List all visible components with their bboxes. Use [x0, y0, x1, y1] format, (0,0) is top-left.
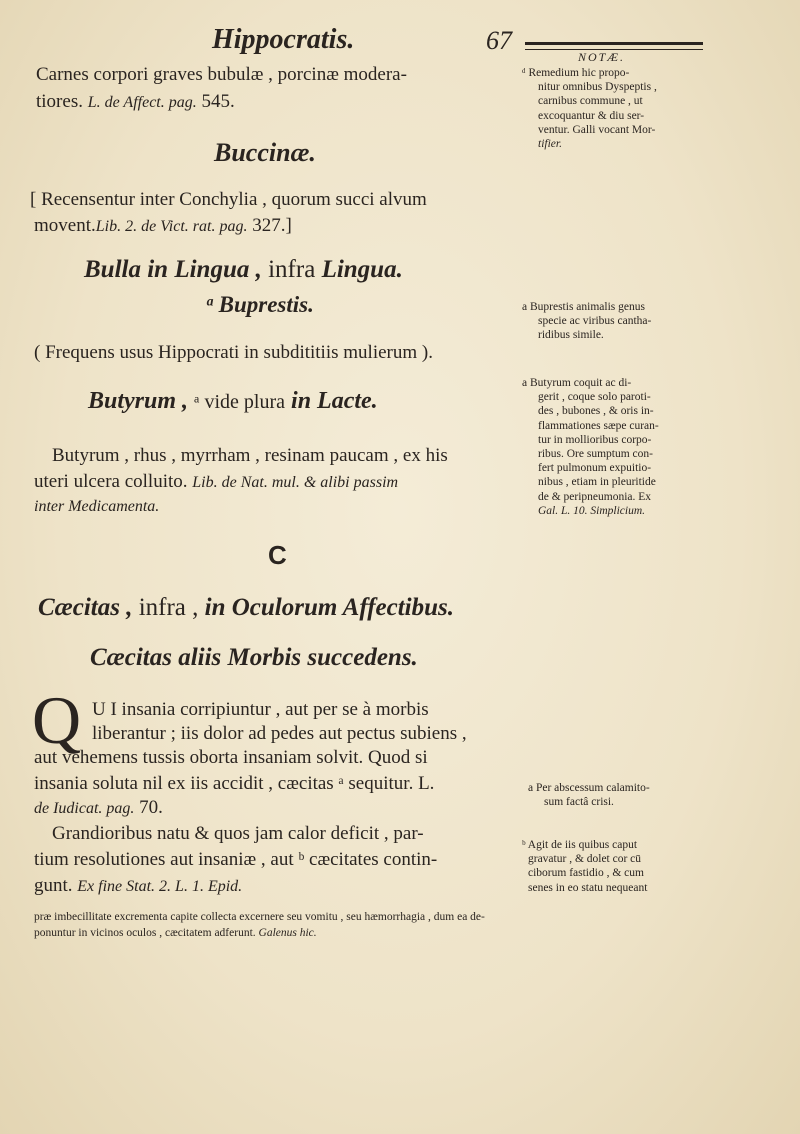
grand-word: gunt.: [34, 875, 73, 896]
note-b: [522, 838, 647, 895]
frequens-line: ( Frequens usus Hippocrati in subdititiis mulierum ).: [34, 342, 433, 363]
heading-buprestis: ᵃ Buprestis.: [206, 292, 314, 317]
note-a-line: des , bubones , & oris in-: [538, 405, 654, 418]
note-b-line: senes in eo statu nequeant: [528, 881, 648, 894]
note-a-line: gerit , coque solo paroti-: [538, 391, 651, 404]
grand-line-1: Grandioribus natu & quos jam calor deficit , par-: [52, 823, 424, 844]
recens-word: movent.: [34, 215, 96, 236]
butyrum-para-2: [34, 470, 398, 495]
note-a-line: fert pulmonum expuitio-: [538, 462, 652, 475]
note-b-line: ciborum fastidio , & cum: [528, 867, 644, 880]
footnote-line-1: præ imbecillitate excrementa capite collecta excernere seu vomitu , seu hæmorrhagia , dum ea de-: [34, 911, 485, 923]
grand-ref: Ex fine Stat. 2. L. 1. Epid.: [77, 878, 243, 895]
qui-line-2: liberantur ; iis dolor ad pedes aut pectus subiens ,: [92, 723, 467, 744]
notes-header-rule: [525, 42, 703, 50]
footnote-line-2: [34, 926, 317, 940]
drop-cap: Q: [32, 682, 82, 758]
butyrum-text: uteri ulcera colluito.: [34, 471, 188, 492]
recens-line-1: [ Recensentur inter Conchylia , quorum succi alvum: [30, 189, 427, 210]
heading-caecitas-aliis: Cæcitas aliis Morbis succedens.: [90, 644, 418, 671]
note-d-line: tifier.: [538, 138, 562, 151]
carnes-word: tiores.: [36, 91, 83, 112]
caecitas-a: Cæcitas ,: [38, 594, 133, 621]
note-a-butyrum: [522, 376, 659, 518]
note-d-line: ventur. Galli vocant Mor-: [538, 123, 656, 136]
qui-line-3: aut vehemens tussis oborta insaniam solvit. Quod si: [34, 747, 428, 768]
recens-ref: Lib. 2. de Vict. rat. pag.: [95, 218, 248, 235]
butyrum-c: in Lacte.: [291, 388, 378, 414]
note-a-line: flammationes sæpe curan-: [538, 419, 659, 432]
qui-line-1: U I insania corripiuntur , aut per se à morbis: [92, 699, 429, 720]
butyrum-a: Butyrum ,: [88, 388, 189, 414]
carnes-ref: L. de Affect. pag.: [87, 94, 197, 111]
note-a-line: Gal. L. 10. Simplicium.: [538, 504, 646, 517]
note-d-line: excoquantur & diu ser-: [538, 109, 645, 122]
heading-butyrum: [88, 388, 378, 415]
note-a-line: tur in mollioribus corpo-: [538, 433, 652, 446]
bulla-a: Bulla in Lingua ,: [84, 256, 262, 283]
recens-page: 327.]: [252, 215, 292, 236]
carnes-page: 545.: [201, 91, 235, 112]
bulla-c: Lingua.: [321, 256, 403, 283]
grand-line-2: tium resolutiones aut insaniæ , aut ᵇ cæcitates contin-: [34, 849, 438, 870]
heading-buccinae: Buccinæ.: [214, 138, 316, 167]
note-a-per: [528, 781, 650, 809]
heading-caecitas: [38, 594, 454, 622]
note-d-line: ᵈ Remedium hic propo-: [522, 67, 630, 79]
note-a-line: nibus , etiam in pleuritide: [538, 476, 656, 489]
note-a-line: a Buprestis animalis genus: [522, 301, 645, 313]
caecitas-c: in Oculorum Affectibus.: [204, 594, 454, 621]
qui-line-5: [34, 796, 163, 821]
butyrum-para-3: inter Medicamenta.: [34, 498, 160, 515]
footnote-text: ponuntur in vicinos oculos , cæcitatem adferunt.: [34, 927, 256, 939]
running-title: Hippocratis.: [212, 24, 355, 55]
note-a-line: de & peripneumonia. Ex: [538, 490, 652, 503]
qui-ref: de Iudicat. pag.: [34, 800, 135, 817]
note-d-line: nitur omnibus Dyspeptis ,: [538, 81, 657, 94]
note-b-line: ᵇ Agit de iis quibus caput: [522, 839, 638, 851]
carnes-line-2: [36, 90, 235, 115]
recens-line-2: [34, 214, 292, 239]
bulla-b: infra: [268, 256, 316, 283]
page-number: 67: [486, 26, 512, 55]
butyrum-para-1: Butyrum , rhus , myrrham , resinam paucam , ex his: [52, 445, 448, 466]
footnote-ref: Galenus hic.: [258, 927, 317, 939]
note-a-buprestis: [522, 300, 651, 343]
caecitas-b: infra ,: [138, 594, 199, 621]
note-a-line: a Butyrum coquit ac di-: [522, 377, 632, 389]
note-a-line: ribus. Ore sumptum con-: [538, 448, 653, 461]
notes-heading: NOTÆ.: [578, 50, 626, 64]
note-a-line: ridibus simile.: [538, 329, 604, 342]
butyrum-b: ᵃ vide plura: [194, 391, 286, 413]
note-per-line: a Per abscessum calamito-: [528, 782, 650, 794]
qui-page: 70.: [139, 797, 163, 818]
grand-line-3: [34, 874, 242, 899]
carnes-line-1: Carnes corpori graves bubulæ , porcinæ modera-: [36, 64, 407, 85]
note-a-line: specie ac viribus cantha-: [538, 315, 652, 328]
note-b-line: gravatur , & dolet cor cū: [528, 853, 642, 866]
note-per-line: sum factâ crisi.: [544, 796, 614, 809]
section-letter: C: [268, 540, 287, 570]
note-d-line: carnibus commune , ut: [538, 95, 643, 108]
heading-bulla: [84, 256, 403, 284]
butyrum-ref: Lib. de Nat. mul. & alibi passim: [192, 474, 399, 491]
qui-line-4: insania soluta nil ex iis accidit , cæcitas ᵃ sequitur. L.: [34, 773, 435, 794]
note-d: [522, 66, 657, 151]
